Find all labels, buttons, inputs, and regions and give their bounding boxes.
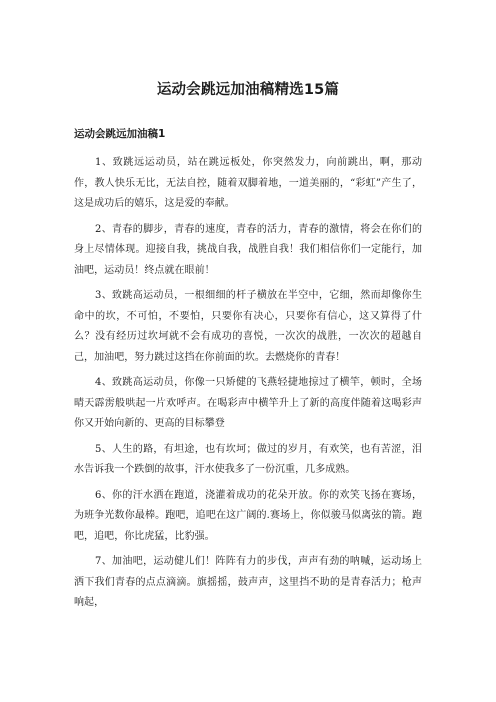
document-title: 运动会跳远加油稿精选15篇 [156,82,340,98]
section-heading: 运动会跳远加油稿1 [74,128,166,140]
paragraph-3: 3、致跳高运动员，一根细细的杆子横放在半空中，它细，然而却像你生命中的坎，不可怕，不要怕，只要你有决心，只要你有信心，这又算得了什么？没有经历过坎坷就不会有成功的喜悦，一次次的战胜，一次次的超越自己，加油吧，努力跳过这挡在你前面的坎。去燃烧你的青春！ [74,290,422,363]
paragraph-4: 4、致跳高运动员，你像一只矫健的飞燕轻捷地掠过了横竿，顿时，全场晴天霹雳般哄起一片欢呼声。在喝彩声中横竿升上了新的高度伴随着这喝彩声你又开始向新的、更高的目标攀登 [74,377,422,429]
paragraph-6: 6、你的汗水洒在跑道，浇灌着成功的花朵开放。你的欢笑飞扬在赛场，为班争光数你最棒。跑吧，追吧在这广阔的.赛场上，你似骏马似离弦的箭。跑吧，追吧，你比虎猛，比豹强。 [74,489,422,542]
paragraph-2: 2、青春的脚步，青春的速度，青春的活力，青春的激情，将会在你们的身上尽情体现。迎接自我，挑战自我，战胜自我！我们相信你们一定能行，加油吧，运动员！终点就在眼前！ [74,223,422,276]
paragraph-7: 7、加油吧，运动健儿们！阵阵有力的步伐，声声有劲的呐喊，运动场上洒下我们青春的点点滴滴。旗摇摇，鼓声声，这里挡不助的是青春活力；枪声响起， [74,556,422,608]
paragraph-5: 5、人生的路，有坦途，也有坎坷；做过的岁月，有欢笑，也有苦涩，泪水告诉我一个跌倒的故事，汗水使我多了一份沉重，几多成熟。 [74,443,422,475]
paragraph-1: 1、致跳远运动员，站在跳远板处，你突然发力，向前跳出，啊，那动作，教人快乐无比，无法自控，随着双脚着地，一道美丽的，“彩虹”产生了，这是成功后的嬉乐，这是爱的奉献。 [74,157,422,209]
paragraph-list [74,153,422,614]
